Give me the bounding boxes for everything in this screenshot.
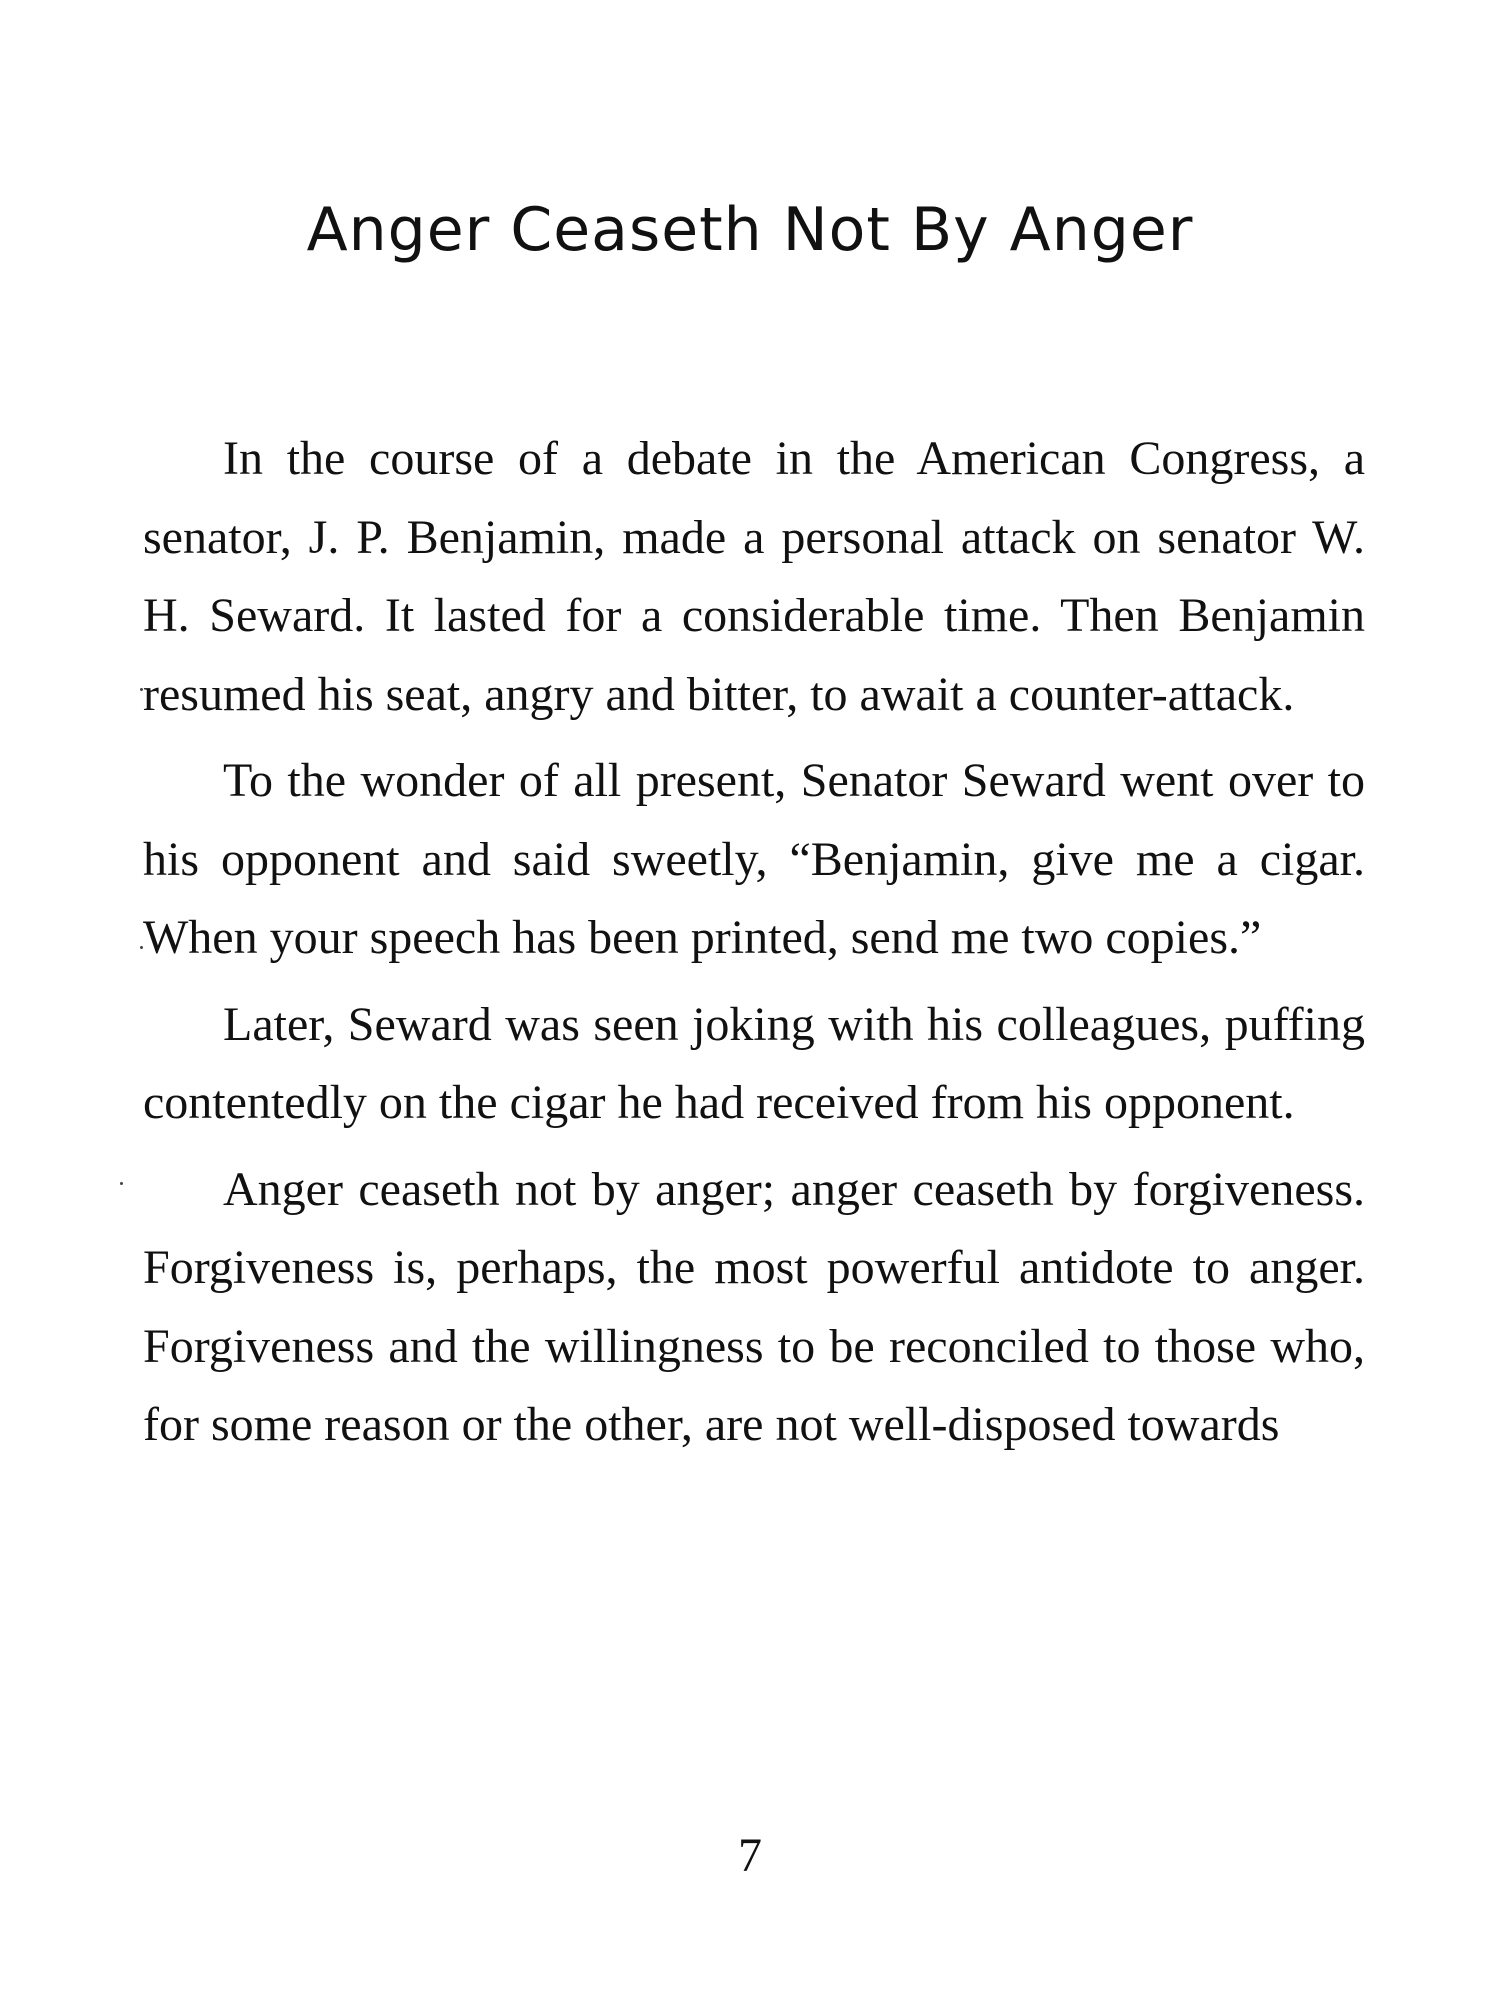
scan-speck bbox=[140, 688, 143, 691]
paragraph-4: Anger ceaseth not by anger; anger ceaseth by forgiveness. Forgiveness is, perhaps, the most powerful antidote to anger. Forgiveness and the willingness to be reconciled to those who, for some reason or the other, are not well-disposed towards bbox=[143, 1162, 1365, 1451]
scan-speck bbox=[140, 946, 143, 949]
paragraph-1: In the course of a debate in the American Congress, a senator, J. P. Benjamin, made a personal attack on senator W. H. Seward. It lasted for a considerable time. Then Benjamin resumed his seat, angry and bitter, to await a counter-attack. bbox=[143, 432, 1365, 721]
page-number: 7 bbox=[738, 1829, 762, 1882]
paragraph-3: Later, Seward was seen joking with his colleagues, puffing contentedly on the cigar he had received from his opponent. bbox=[143, 997, 1365, 1129]
page-title: Anger Ceaseth Not By Anger bbox=[306, 195, 1194, 265]
scan-speck bbox=[120, 1182, 123, 1185]
body-text bbox=[143, 420, 1365, 1465]
paragraph-2: To the wonder of all present, Senator Seward went over to his opponent and said sweetly, “Benjamin, give me a cigar. When your speech has been printed, send me two copies.” bbox=[143, 754, 1365, 964]
